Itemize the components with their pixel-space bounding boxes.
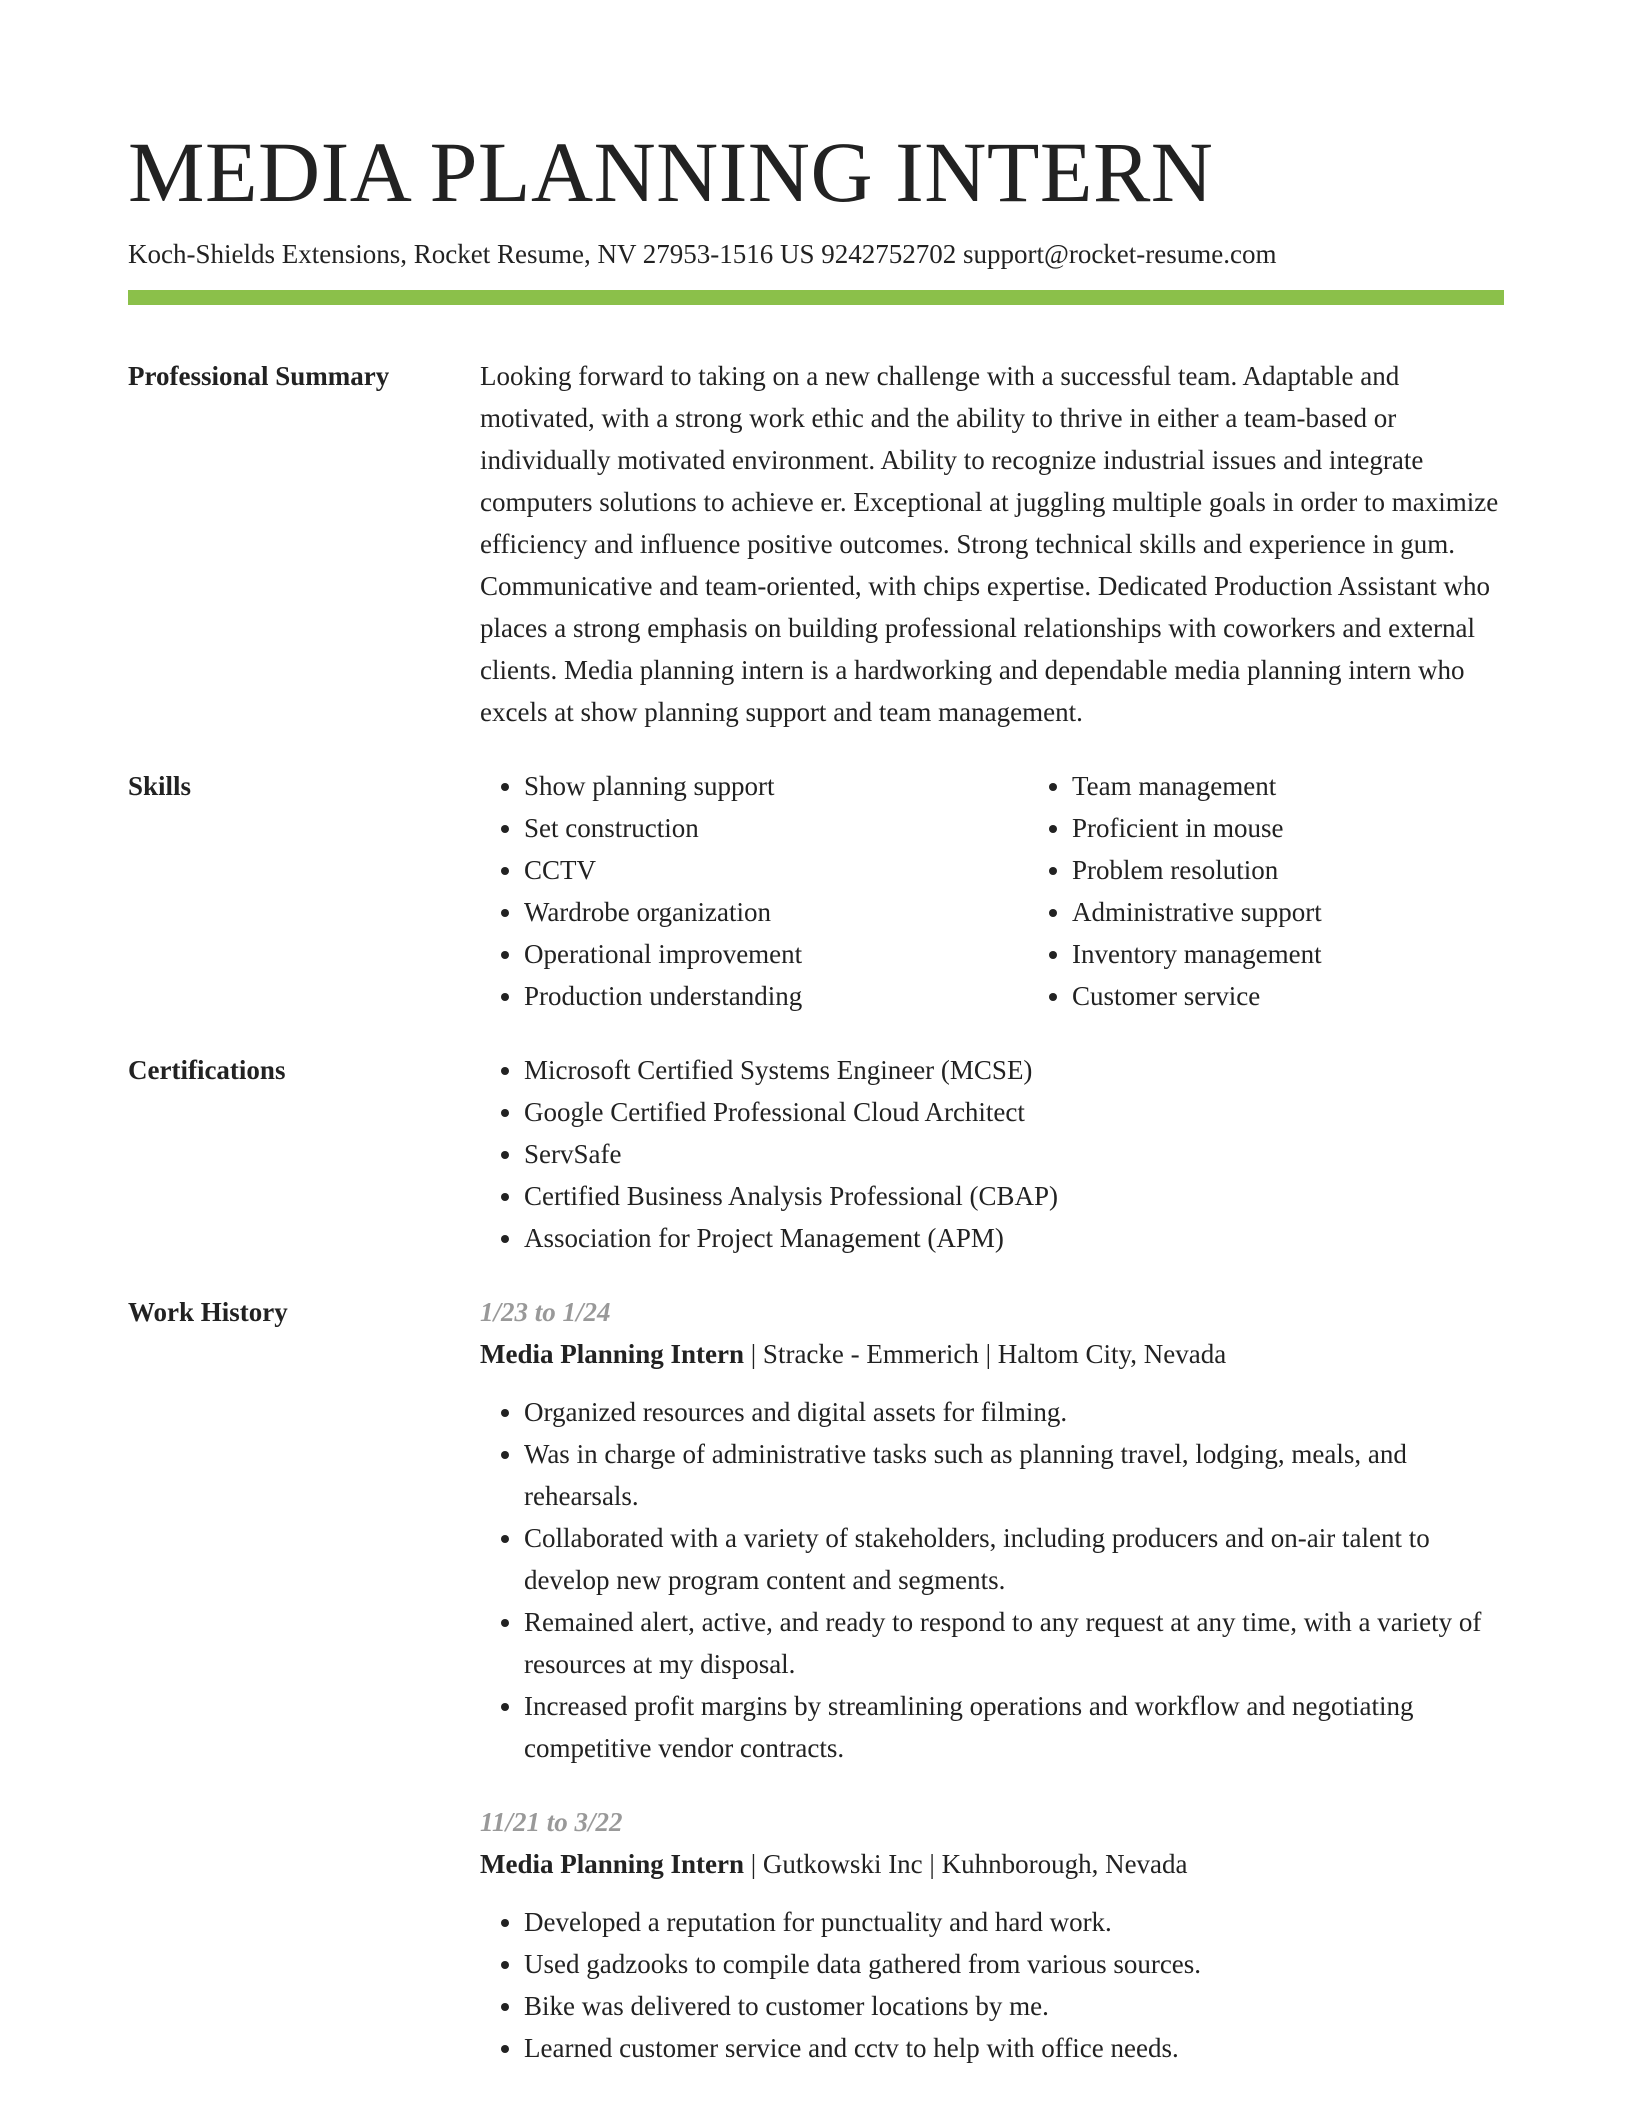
job-entry — [480, 1291, 1504, 1769]
list-item: • Remained alert, active, and ready to respond to any request at any time, with a variety of resources at my disposal. — [524, 1601, 1504, 1685]
list-item: • ServSafe — [524, 1133, 1504, 1175]
job-bullets — [480, 1391, 1504, 1769]
job-dates: 11/21 to 3/22 — [480, 1807, 623, 1837]
job-heading — [480, 1333, 1504, 1375]
list-item: • Microsoft Certified Systems Engineer (MCSE) — [524, 1049, 1504, 1091]
list-item: • Production understanding — [524, 975, 1028, 1017]
list-item: • Customer service — [1072, 975, 1322, 1017]
job-dates: 1/23 to 1/24 — [480, 1297, 611, 1327]
list-item: • Learned customer service and cctv to help with office needs. — [524, 2027, 1504, 2069]
accent-divider — [128, 290, 1504, 305]
list-item: • Team management — [1072, 765, 1322, 807]
contact-line — [128, 236, 1504, 272]
job-employer-location: | Stracke - Emmerich | Haltom City, Nevada — [744, 1339, 1227, 1369]
job-title: Media Planning Intern — [480, 1849, 745, 1879]
list-item: • CCTV — [524, 849, 1028, 891]
list-item: • Used gadzooks to compile data gathered from various sources. — [524, 1943, 1504, 1985]
contact-phone: 9242752702 — [821, 239, 957, 269]
summary-body — [480, 355, 1504, 733]
resume-page — [128, 120, 1504, 2069]
skills-list-right — [1028, 765, 1322, 1017]
summary-section — [128, 355, 1504, 733]
work-history-section — [128, 1291, 1504, 2069]
resume-name: MEDIA PLANNING INTERN — [128, 124, 1214, 220]
list-item: • Google Certified Professional Cloud Architect — [524, 1091, 1504, 1133]
certifications-heading: Certifications — [128, 1055, 286, 1085]
list-item: • Collaborated with a variety of stakeholders, including producers and on-air talent to develop new program content and segments. — [524, 1517, 1504, 1601]
certifications-body — [480, 1049, 1504, 1259]
skills-grid — [480, 765, 1504, 1017]
list-item: • Certified Business Analysis Professional (CBAP) — [524, 1175, 1504, 1217]
skills-section — [128, 765, 1504, 1017]
work-history-body — [480, 1291, 1504, 2069]
job-title: Media Planning Intern — [480, 1339, 745, 1369]
list-item: • Problem resolution — [1072, 849, 1322, 891]
list-item: • Organized resources and digital assets for filming. — [524, 1391, 1504, 1433]
list-item: • Association for Project Management (APM) — [524, 1217, 1504, 1259]
summary-text: Looking forward to taking on a new challenge with a successful team. Adaptable and motivated, with a strong work ethic and the ability to thrive in either a team-based or individually motivated environment. Ability to recognize industrial issues and integrate computers solutions to achieve er. Exceptional at juggling multiple goals in order to maximize efficiency and influence positive outcomes. Strong technical skills and experience in gum. Communicative and team-oriented, with chips expertise. Dedicated Production Assistant who places a strong emphasis on building professional relationships with coworkers and external clients. Media planning intern is a hardworking and dependable media planning intern who excels at show planning support and team management. — [480, 361, 1499, 727]
job-entry — [480, 1801, 1504, 2069]
job-heading — [480, 1843, 1504, 1885]
list-item: • Bike was delivered to customer locations by me. — [524, 1985, 1504, 2027]
list-item: • Set construction — [524, 807, 1028, 849]
certifications-section — [128, 1049, 1504, 1259]
contact-email[interactable]: support@rocket-resume.com — [962, 239, 1277, 269]
skills-heading: Skills — [128, 771, 192, 801]
summary-heading: Professional Summary — [128, 361, 390, 391]
list-item: • Increased profit margins by streamlining operations and workflow and negotiating competitive vendor contracts. — [524, 1685, 1504, 1769]
list-item: • Was in charge of administrative tasks such as planning travel, lodging, meals, and rehearsals. — [524, 1433, 1504, 1517]
list-item: • Show planning support — [524, 765, 1028, 807]
list-item: • Developed a reputation for punctuality and hard work. — [524, 1901, 1504, 1943]
job-bullets — [480, 1901, 1504, 2069]
skills-list-left — [480, 765, 1028, 1017]
certifications-list — [480, 1049, 1504, 1259]
list-item: • Operational improvement — [524, 933, 1028, 975]
list-item: • Proficient in mouse — [1072, 807, 1322, 849]
list-item: • Administrative support — [1072, 891, 1322, 933]
work-history-heading: Work History — [128, 1297, 288, 1327]
list-item: • Inventory management — [1072, 933, 1322, 975]
list-item: • Wardrobe organization — [524, 891, 1028, 933]
contact-address: Koch-Shields Extensions, Rocket Resume, NV 27953-1516 US — [128, 239, 815, 269]
job-employer-location: | Gutkowski Inc | Kuhnborough, Nevada — [744, 1849, 1188, 1879]
